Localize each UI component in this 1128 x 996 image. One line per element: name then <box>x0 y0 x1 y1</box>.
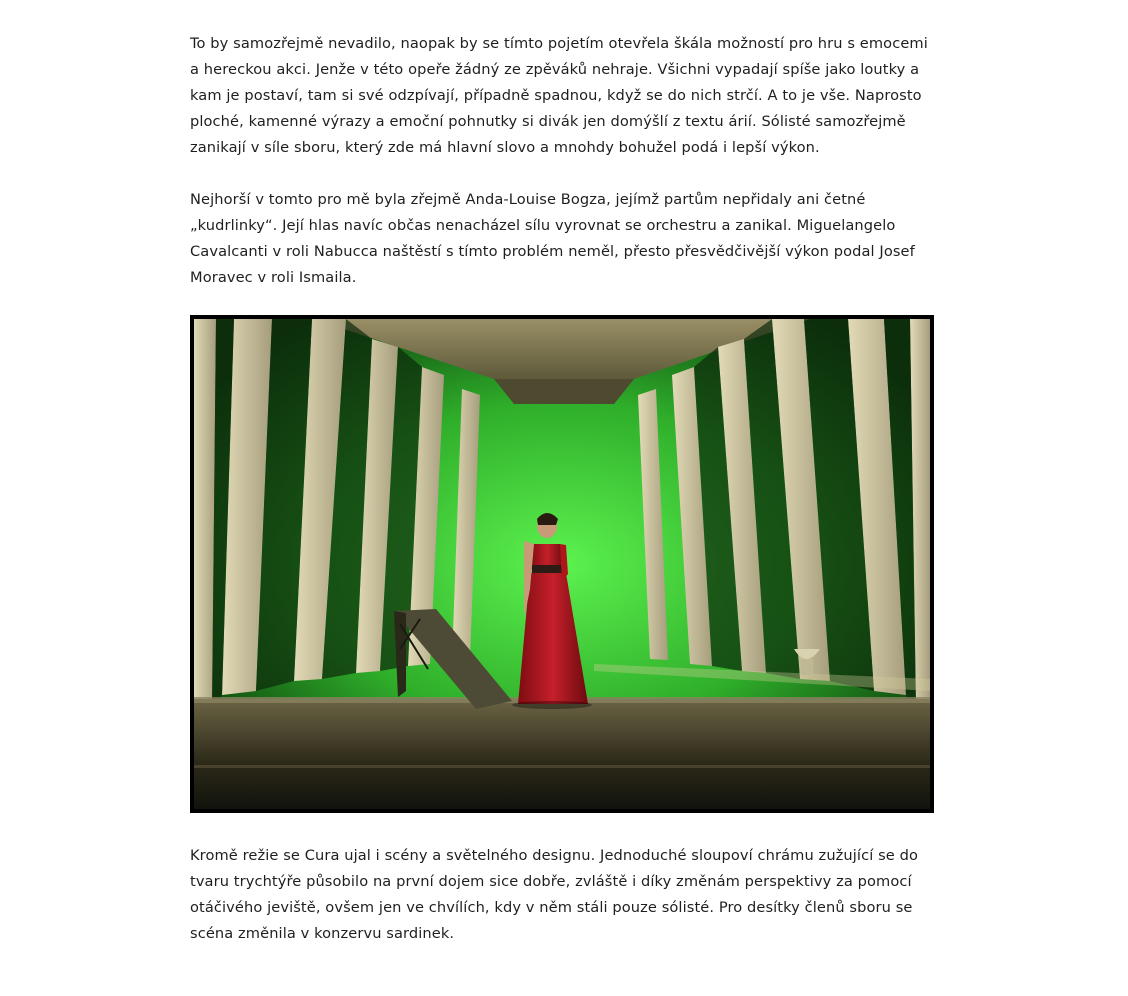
article-paragraph-1: To by samozřejmě nevadilo, naopak by se tímto pojetím otevřela škála možností pro hru s emocemi a hereckou akci. Jenže v této opeře žádný ze zpěváků nehraje. Všichni vypadají spíše jako loutky a kam je postaví, tam si své odzpívají, případně spadnou, když se do nich strčí. A to je vše. Naprosto ploché, kamenné výrazy a emoční pohnutky si divák jen domýšlí z textu árií. Sólisté samozřejmě zanikají v síle sboru, který zde má hlavní slovo a mnohdy bohužel podá i lepší výkon. <box>190 35 928 156</box>
article-body <box>190 31 936 947</box>
opera-stage-photo <box>190 315 934 813</box>
article-paragraph-2: Nejhorší v tomto pro mě byla zřejmě Anda-Louise Bogza, jejímž partům nepřidaly ani četné „kudrlinky“. Její hlas navíc občas nenacházel sílu vyrovnat se orchestru a zanikal. Miguelangelo Cavalcanti v roli Nabucca naštěstí s tímto problém neměl, přesto přesvědčivější výkon podal Josef Moravec v roli Ismaila. <box>190 191 915 286</box>
article-paragraph-3: Kromě režie se Cura ujal i scény a světelného designu. Jednoduché sloupoví chrámu zužující se do tvaru trychtýře působilo na první dojem sice dobře, zvláště i díky změnám perspektivy za pomocí otáčivého jeviště, ovšem jen ve chvílích, kdy v něm stáli pouze sólisté. Pro desítky členů sboru se scéna změnila v konzervu sardinek. <box>190 847 919 942</box>
stage-scene-illustration <box>194 319 930 809</box>
